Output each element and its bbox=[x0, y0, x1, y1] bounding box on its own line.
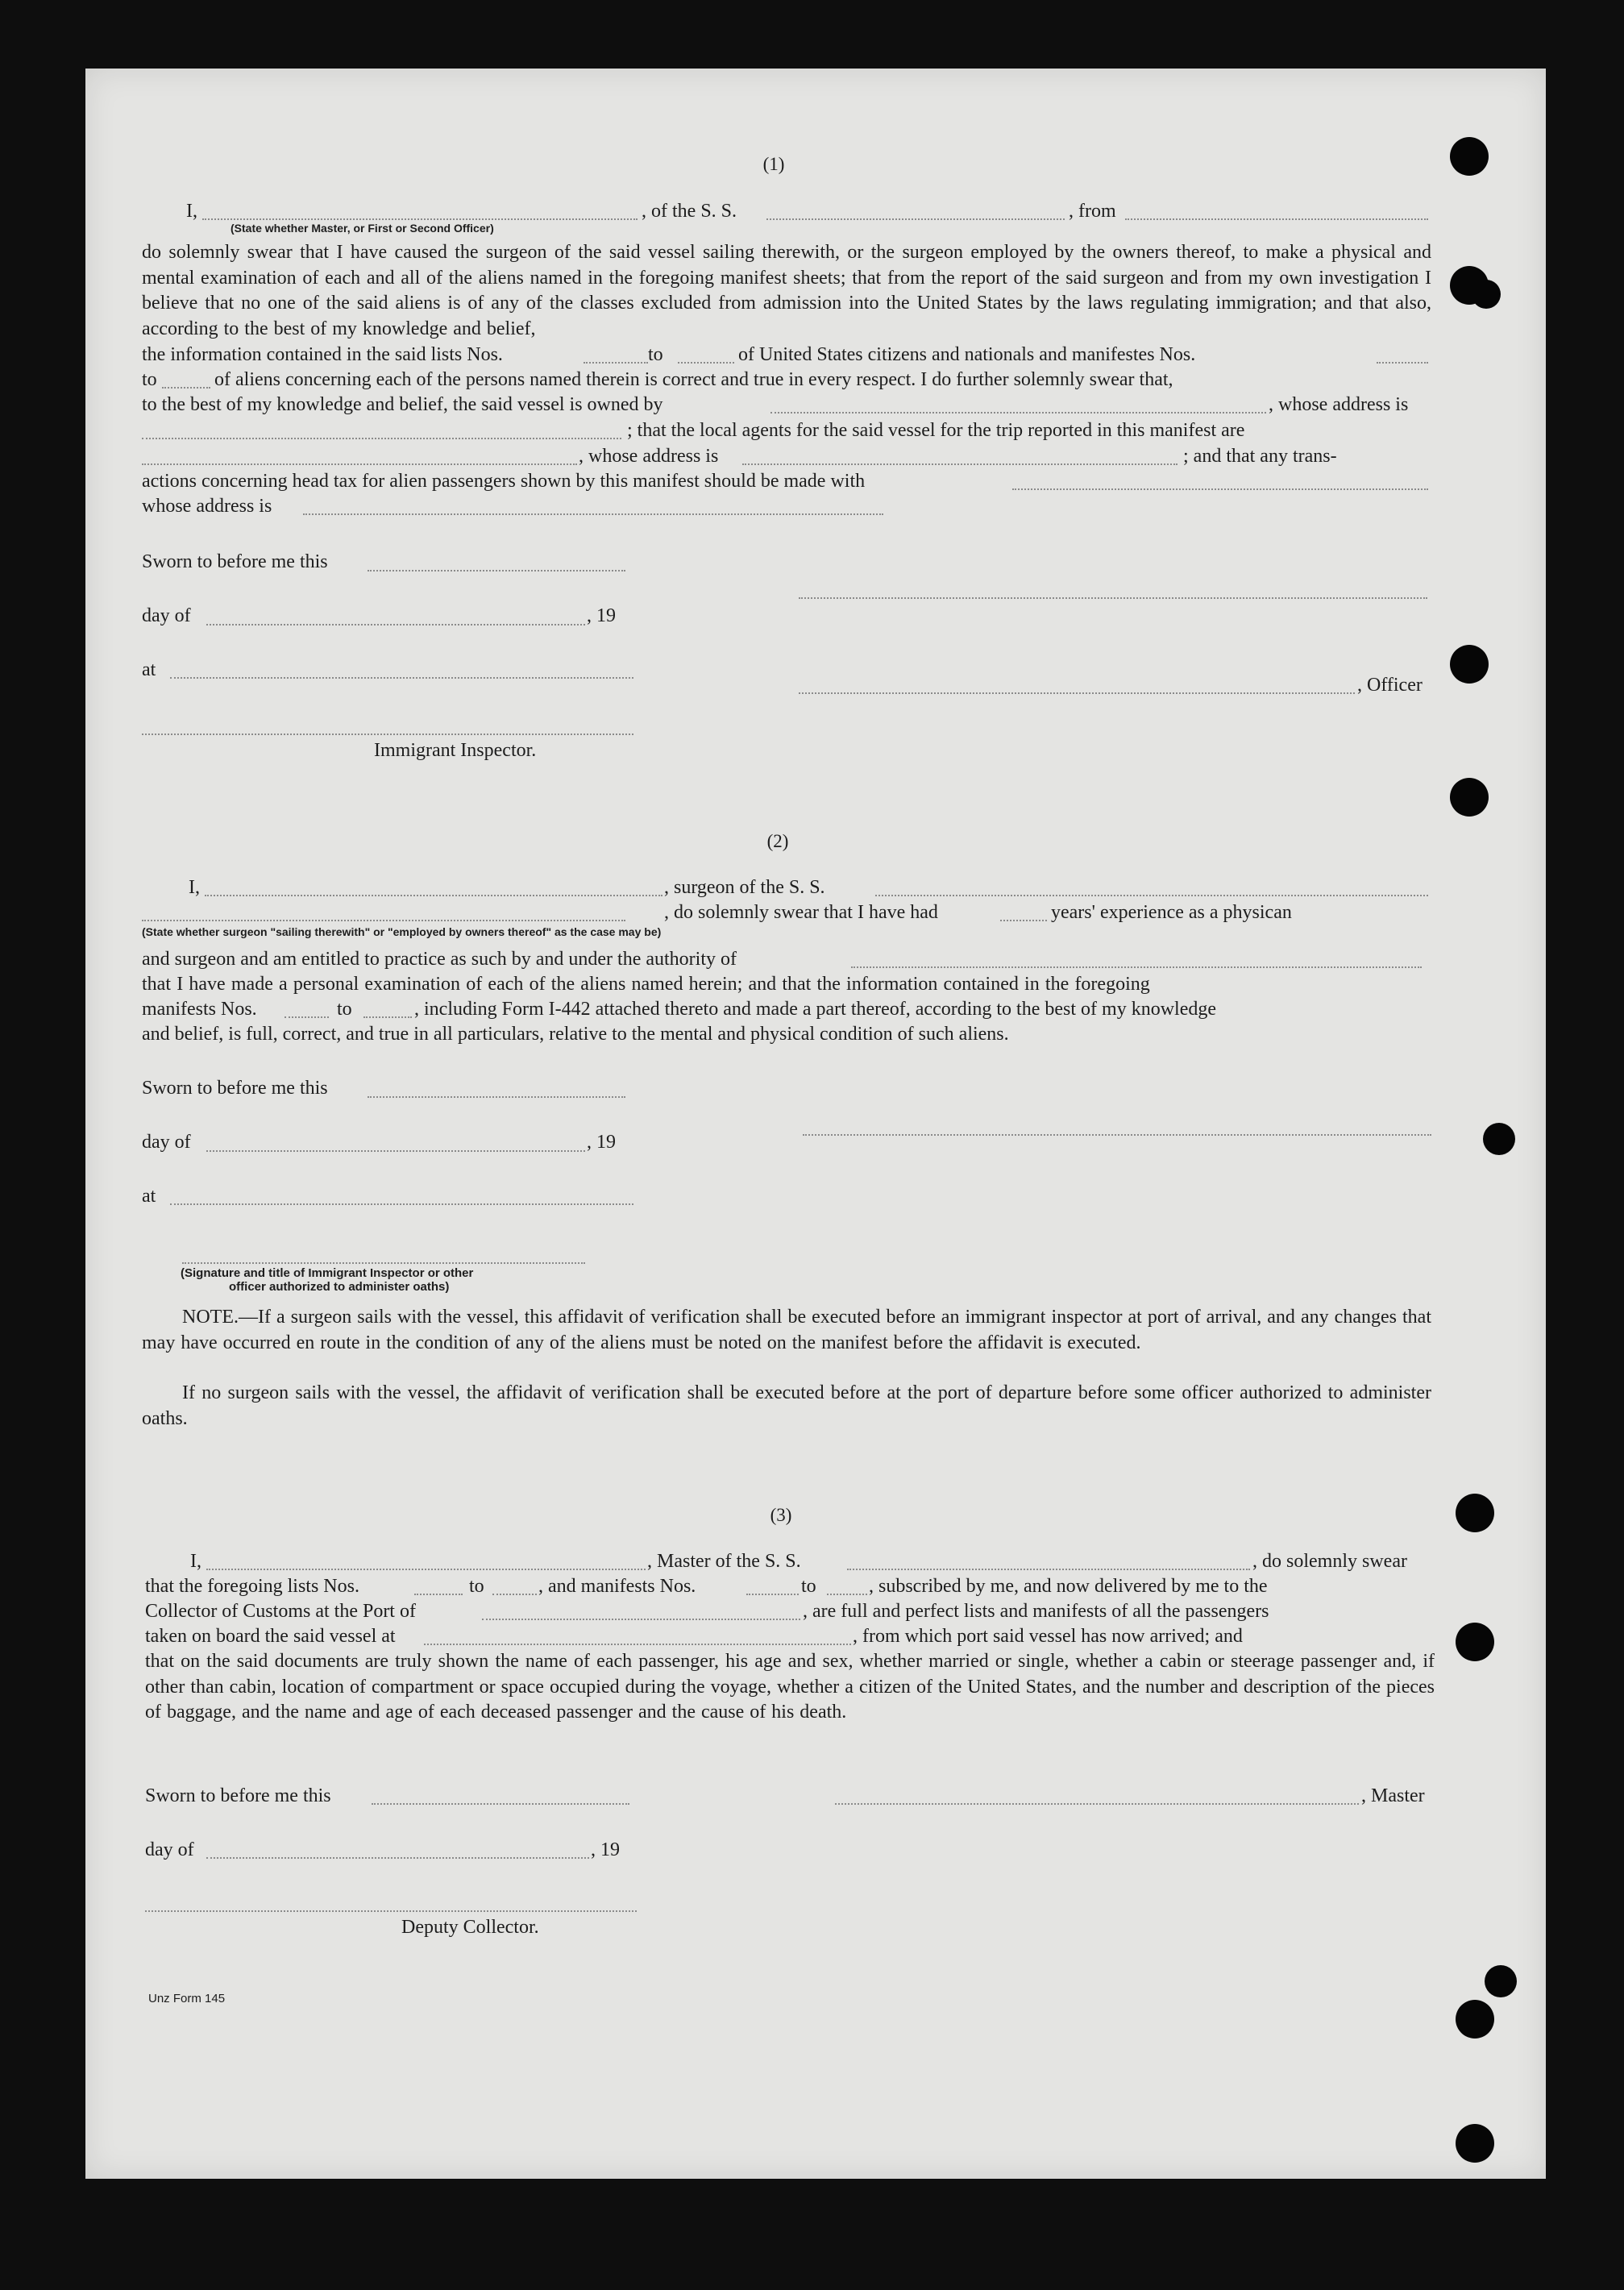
s3-line1-c: , do solemnly swear bbox=[1252, 1551, 1407, 1572]
punch-hole bbox=[1450, 778, 1489, 817]
s3-line3-b: , are full and perfect lists and manifests of all the passengers bbox=[803, 1601, 1269, 1622]
s2-line6: and belief, is full, correct, and true in all particulars, relative to the mental and physical condition of such aliens. bbox=[142, 1024, 1009, 1045]
s1-blank-vessel bbox=[766, 218, 1065, 220]
s1-blank-at bbox=[170, 677, 633, 679]
s2-blank-authority bbox=[851, 966, 1422, 968]
s1-blank-manifest-to bbox=[162, 387, 210, 389]
s2-blank-surgeon bbox=[205, 895, 662, 896]
s2-line4: that I have made a personal examination of each of the aliens named herein; and that the information contained in the foregoing bbox=[142, 974, 1150, 995]
punch-hole bbox=[1472, 280, 1501, 309]
s3-line2-a: that the foregoing lists Nos. bbox=[145, 1576, 359, 1597]
punch-hole bbox=[1450, 645, 1489, 684]
s1-blank-day bbox=[206, 624, 585, 625]
s2-note-2: If no surgeon sails with the vessel, the affidavit of verification shall be executed before at the port of departure before some officer authorized to administer oaths. bbox=[142, 1382, 1431, 1429]
s1-inspector: Immigrant Inspector. bbox=[374, 740, 537, 761]
s1-blank-list-from bbox=[584, 362, 648, 364]
s1-blank-owner-address bbox=[142, 438, 621, 439]
punch-hole bbox=[1456, 2000, 1494, 2039]
s2-line5-a: manifests Nos. bbox=[142, 999, 257, 1020]
s3-blank-manifest-to bbox=[827, 1594, 867, 1595]
s3-blank-deputy bbox=[145, 1910, 637, 1912]
s3-master: , Master bbox=[1361, 1785, 1425, 1806]
punch-hole bbox=[1456, 2124, 1494, 2163]
s1-blank-head-tax-address bbox=[303, 513, 883, 515]
s2-line2-b: years' experience as a physican bbox=[1051, 902, 1292, 923]
s3-line3-a: Collector of Customs at the Port of bbox=[145, 1601, 416, 1622]
s3-line2-c: , and manifests Nos. bbox=[538, 1576, 696, 1597]
s3-blank-port bbox=[482, 1619, 800, 1620]
s2-sworn: Sworn to before me this bbox=[142, 1078, 328, 1099]
s1-body: do solemnly swear that I have caused the surgeon of the said vessel sailing therewith, or the surgeon employed by the owners thereof, to make a physical and mental examination of each and all of the aliens named in the foregoing manifest sheets; that from the report of the said surgeon and from my own investigation I believe that no one of the said aliens is of any of the classes excluded from admission into the United States by the laws regulating immigration; and that also, according to the best of my knowledge and belief, bbox=[142, 242, 1431, 339]
section-2-number: (2) bbox=[766, 831, 789, 851]
s3-blank-embarkation bbox=[424, 1644, 851, 1645]
s1-blank-port bbox=[1125, 218, 1428, 220]
s3-blank-sworn-date bbox=[372, 1803, 629, 1805]
s3-blank-manifest-from bbox=[746, 1594, 799, 1595]
s1-blank-head-tax bbox=[1012, 488, 1428, 490]
s3-day-of: day of bbox=[145, 1839, 194, 1860]
s2-blank-manifest-from bbox=[285, 1016, 329, 1018]
punch-hole bbox=[1450, 137, 1489, 176]
s3-year: , 19 bbox=[591, 1839, 620, 1860]
s3-blank-list-to bbox=[492, 1594, 537, 1595]
s1-blank-inspector bbox=[142, 734, 633, 735]
s1-actions: actions concerning head tax for alien passengers shown by this manifest should be made with bbox=[142, 471, 866, 492]
bleed-through-marks bbox=[891, 1894, 1069, 1915]
s1-sworn: Sworn to before me this bbox=[142, 551, 328, 572]
s1-owned-b: , whose address is bbox=[1269, 394, 1409, 415]
s1-to-a: to bbox=[142, 369, 157, 390]
s3-line1-a: I, bbox=[190, 1551, 201, 1572]
s2-blank-manifest-to bbox=[363, 1016, 412, 1018]
s2-line5-c: , including Form I-442 attached thereto and made a part thereof, according to the best of my knowledge bbox=[414, 999, 1217, 1020]
s1-blank-manifest-from bbox=[1377, 362, 1428, 364]
s2-day-of: day of bbox=[142, 1132, 191, 1153]
s1-blank-list-to bbox=[678, 362, 734, 364]
s1-caption: (State whether Master, or First or Second Officer) bbox=[231, 222, 494, 235]
s1-day-of: day of bbox=[142, 605, 191, 626]
s1-line1-start: I, bbox=[186, 201, 197, 222]
s1-whose: whose address is bbox=[142, 496, 272, 517]
s3-deputy: Deputy Collector. bbox=[401, 1917, 539, 1938]
s3-line2-d: to bbox=[801, 1576, 816, 1597]
s3-blank-list-from bbox=[414, 1594, 463, 1595]
s3-blank-master bbox=[206, 1569, 646, 1570]
s3-line4-b: , from which port said vessel has now arrived; and bbox=[853, 1626, 1243, 1647]
s1-blank-officer-sig bbox=[799, 692, 1355, 694]
s1-blank-owner bbox=[770, 412, 1266, 414]
s3-line1-b: , Master of the S. S. bbox=[647, 1551, 801, 1572]
s1-blank-officer bbox=[202, 218, 638, 220]
s2-blank-status bbox=[142, 920, 625, 921]
s3-blank-master-sig bbox=[835, 1803, 1359, 1805]
s3-line4-a: taken on board the said vessel at bbox=[145, 1626, 396, 1647]
s2-blank-signature bbox=[803, 1134, 1431, 1136]
manifest-verification-sheet bbox=[85, 69, 1546, 2179]
section-3-number: (3) bbox=[770, 1505, 792, 1525]
s3-body: that on the said documents are truly shown the name of each passenger, his age and sex, whether married or single, whether a cabin or steerage passenger and, if other than cabin, location of compartment or space occupied during the voyage, whether a citizen of the United States, and the number and description of the pieces of baggage, and the name and age of each deceased passenger and the cause of his death. bbox=[145, 1651, 1435, 1723]
s2-sig-caption-1: (Signature and title of Immigrant Inspector or other bbox=[181, 1266, 474, 1280]
s1-line1-end: , from bbox=[1069, 201, 1116, 222]
s3-line2-b: to bbox=[469, 1576, 484, 1597]
s2-line5-b: to bbox=[337, 999, 352, 1020]
s1-at: at bbox=[142, 659, 156, 680]
s2-sig-caption-2: officer authorized to administer oaths) bbox=[229, 1280, 450, 1294]
s1-lists-b: to bbox=[648, 344, 663, 365]
s2-note-1: NOTE.—If a surgeon sails with the vessel, this affidavit of verification shall be executed before an immigrant inspector at port of arrival, and any changes that may have occurred en route in the condition of any of the aliens must be noted on the manifest before the affidavit is executed. bbox=[142, 1307, 1431, 1353]
punch-hole bbox=[1456, 1494, 1494, 1532]
s2-year: , 19 bbox=[587, 1132, 616, 1153]
s1-owned-a: to the best of my knowledge and belief, the said vessel is owned by bbox=[142, 394, 663, 415]
s2-blank-vessel bbox=[875, 895, 1428, 896]
s1-blank-agent-address bbox=[742, 463, 1178, 465]
s1-blank-agents bbox=[142, 463, 577, 465]
punch-hole bbox=[1456, 1623, 1494, 1661]
s1-agents: ; that the local agents for the said vessel for the trip reported in this manifest are bbox=[627, 420, 1245, 441]
s1-addr-b: ; and that any trans- bbox=[1183, 446, 1337, 467]
s1-line1-mid: , of the S. S. bbox=[642, 201, 737, 222]
s3-sworn: Sworn to before me this bbox=[145, 1785, 331, 1806]
s1-officer: , Officer bbox=[1357, 675, 1423, 696]
s1-blank-signature bbox=[799, 597, 1427, 599]
s3-blank-day bbox=[206, 1857, 589, 1859]
s2-blank-day bbox=[206, 1150, 585, 1152]
s2-blank-sworn-date bbox=[368, 1096, 625, 1098]
s1-year: , 19 bbox=[587, 605, 616, 626]
s1-addr-a: , whose address is bbox=[579, 446, 719, 467]
s1-lists-c: of United States citizens and nationals and manifestes Nos. bbox=[738, 344, 1196, 365]
section-1-number: (1) bbox=[762, 154, 785, 174]
s2-line3: and surgeon and am entitled to practice as such by and under the authority of bbox=[142, 949, 737, 970]
s1-to-b: of aliens concerning each of the persons named therein is correct and true in every respect. I do further solemnly swear that, bbox=[214, 369, 1173, 390]
s1-lists-a: the information contained in the said lists Nos. bbox=[142, 344, 503, 365]
s3-line2-e: , subscribed by me, and now delivered by me to the bbox=[869, 1576, 1268, 1597]
s2-line2-a: , do solemnly swear that I have had bbox=[664, 902, 938, 923]
form-number: Unz Form 145 bbox=[148, 1992, 226, 2005]
s2-blank-inspector bbox=[182, 1262, 585, 1264]
s2-line1-b: , surgeon of the S. S. bbox=[664, 877, 825, 898]
s2-line1-a: I, bbox=[189, 877, 200, 898]
punch-hole bbox=[1485, 1965, 1517, 1997]
s2-at: at bbox=[142, 1186, 156, 1207]
s1-blank-sworn-date bbox=[368, 570, 625, 571]
s3-blank-vessel bbox=[847, 1569, 1250, 1570]
s2-blank-years bbox=[1000, 920, 1047, 921]
punch-hole bbox=[1483, 1123, 1515, 1155]
s2-blank-at bbox=[170, 1203, 633, 1205]
s2-caption: (State whether surgeon "sailing therewith" or "employed by owners thereof" as the case may be) bbox=[142, 925, 662, 938]
